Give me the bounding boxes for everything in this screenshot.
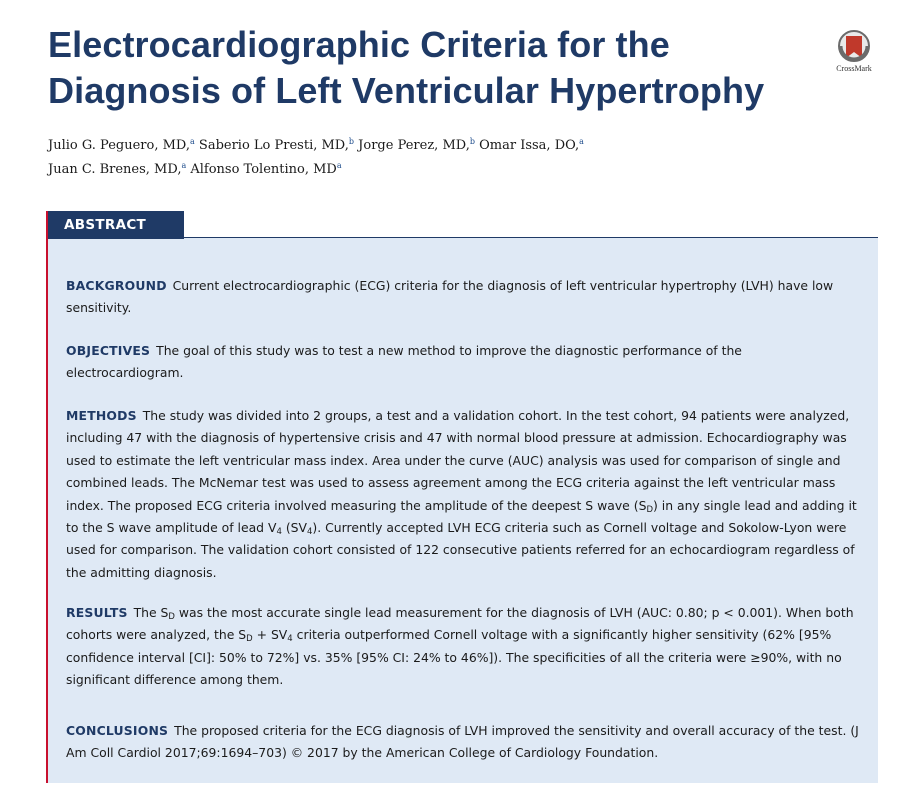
objectives-text: The goal of this study was to test a new method to improve the diagnostic performance of the electrocardiogram. (66, 343, 742, 381)
results-text: criteria outperformed Cornell voltage with a significantly higher sensitivity (62% [95% confidence interval [CI]: 50% to 72%] vs. 35% [95% CI: 24% to 46%]). The specificities of all the criteria were ≥90%, with no significant difference among them. (66, 627, 842, 688)
abstract-section (46, 211, 876, 783)
methods-text: ). Currently accepted LVH ECG criteria such as Cornell voltage and Sokolow-Lyon were used for comparison. The validation cohort consisted of 122 consecutive patients referred for an echocardiogram regardless of the admitting diagnosis. (66, 520, 855, 580)
author-name[interactable]: Omar Issa, DO, (479, 138, 580, 153)
objectives-heading: OBJECTIVES (66, 343, 151, 358)
abstract-objectives (66, 340, 860, 385)
crossmark-icon (829, 28, 879, 64)
methods-text: (SV (281, 520, 307, 536)
crossmark-badge[interactable] (829, 28, 879, 76)
affiliation-marker[interactable]: b (348, 137, 355, 146)
subscript: 4 (307, 527, 313, 538)
subscript: 4 (287, 634, 293, 645)
author-list (48, 134, 848, 182)
methods-heading: METHODS (66, 408, 137, 423)
results-text: The S (133, 605, 169, 620)
author-name[interactable]: Jorge Perez, MD, (358, 138, 470, 153)
affiliation-marker[interactable]: a (181, 161, 187, 170)
results-heading: RESULTS (66, 605, 128, 620)
methods-text: The study was divided into 2 groups, a test and a validation cohort. In the test cohort, 94 patients were analyzed, including 47 with the diagnosis of hypertensive crisis and 47 with normal blood pressure at admission. Echocardiography was used to estimate the left ventricular mass index. Area under the curve (AUC) analysis was used for comparison of single and combined leads. The McNemar test was used to assess agreement among the ECG criteria against the left ventricular mass index. The proposed ECG criteria involved measuring the amplitude of the deepest S wave (S (66, 408, 850, 513)
abstract-results (66, 602, 860, 692)
affiliation-marker[interactable]: b (469, 137, 475, 146)
abstract-background (66, 275, 860, 320)
author-name[interactable]: Saberio Lo Presti, MD, (198, 138, 349, 153)
subscript: D (246, 634, 253, 645)
subscript: 4 (276, 527, 282, 538)
author-name[interactable]: Alfonso Tolentino, MD (190, 162, 337, 177)
abstract-panel (46, 237, 878, 783)
results-text: + SV (252, 627, 288, 643)
conclusions-text: The proposed criteria for the ECG diagnosis of LVH improved the sensitivity and overall accuracy of the test. (J Am Coll Cardiol 2017;69:1694–703) © 2017 by the American College of Cardiology Foundation. (66, 723, 859, 761)
author-line-2 (48, 158, 848, 182)
conclusions-heading: CONCLUSIONS (66, 723, 169, 738)
author-name[interactable]: Julio G. Peguero, MD, (48, 138, 190, 153)
affiliation-marker[interactable]: a (190, 137, 195, 146)
crossmark-label: CrossMark (836, 64, 872, 73)
article-title: Electrocardiographic Criteria for the Diagnosis of Left Ventricular Hypertrophy (48, 24, 765, 111)
abstract-conclusions (66, 720, 860, 765)
author-line-1 (48, 134, 848, 158)
results-text: was the most accurate single lead measurement for the diagnosis of LVH (AUC: 0.80; p < 0.001). When both cohorts were analyzed, the S (66, 605, 854, 643)
subscript: D (168, 612, 175, 622)
abstract-methods (66, 405, 860, 584)
methods-text: ) in any single lead and adding it to the S wave amplitude of lead V (66, 497, 857, 536)
background-text: Current electrocardiographic (ECG) criteria for the diagnosis of left ventricular hypertrophy (LVH) have low sensitivity. (66, 278, 834, 316)
affiliation-marker[interactable]: a (336, 161, 342, 170)
subscript: D (646, 504, 653, 515)
background-heading: BACKGROUND (66, 278, 167, 293)
abstract-tab-label: ABSTRACT (46, 211, 184, 239)
affiliation-marker[interactable]: a (579, 137, 584, 146)
author-name[interactable]: Juan C. Brenes, MD, (48, 162, 182, 177)
